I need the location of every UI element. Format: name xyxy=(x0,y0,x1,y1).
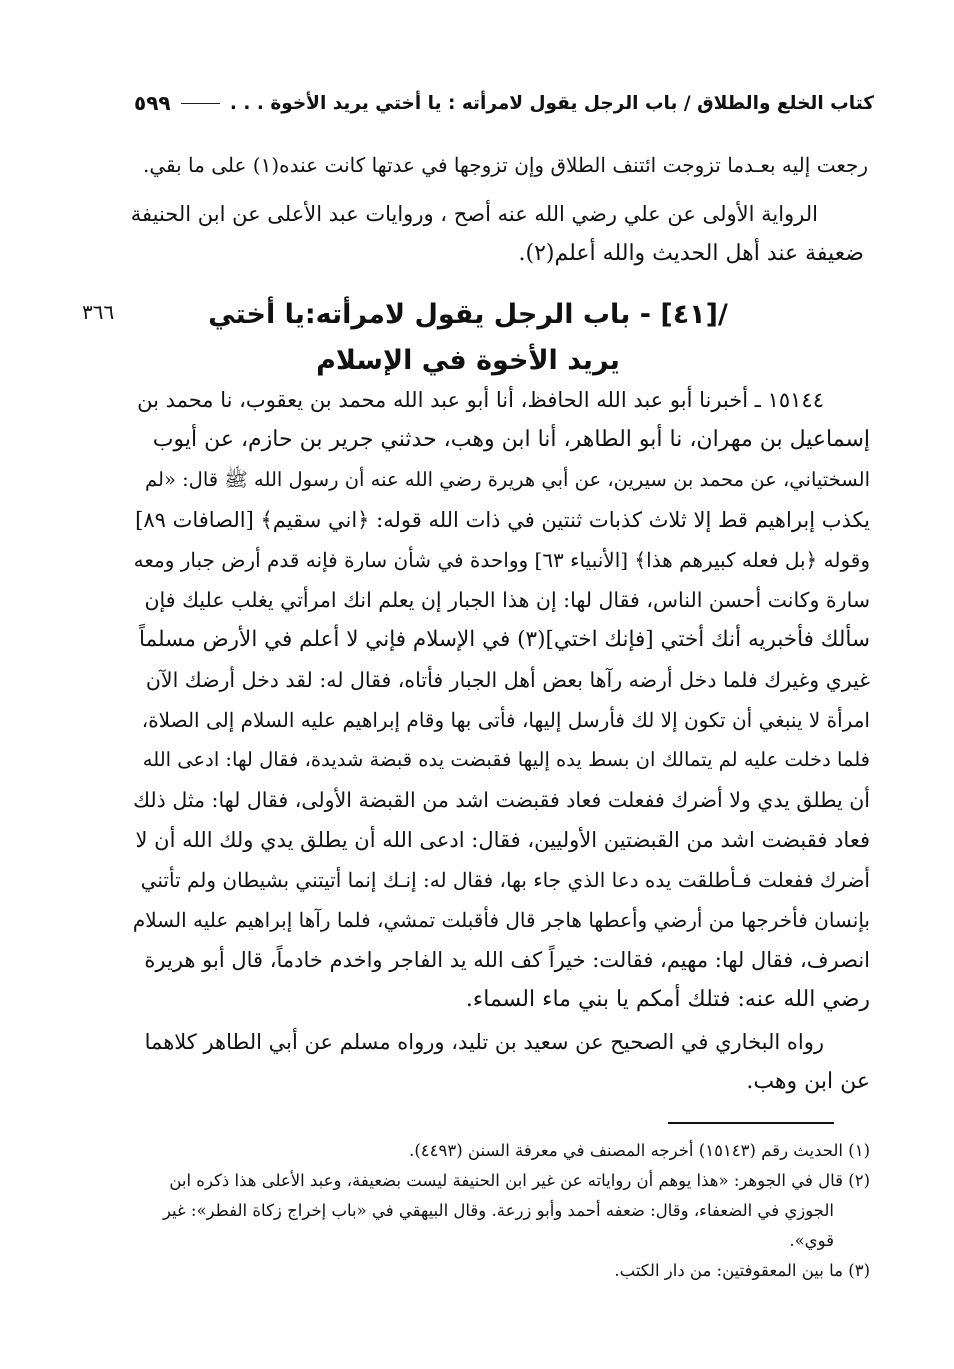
text-line: ١٥١٤٤ ـ أخبرنا أبو عبد الله الحافظ، أنا أبو عبد الله محمد بن يعقوب، نا محمد بن xyxy=(137,388,824,412)
footnote-rule xyxy=(668,1122,834,1124)
text-line: وقوله ﴿بل فعله كبيرهم هذا﴾ [الأنبياء ٦٣] وواحدة في شأن سارة فإنه قدم أرض جبار ومعه xyxy=(133,548,870,572)
text-line: فعاد فقبضت اشد من القبضتين الأوليين، فقال: ادعى الله أن يطلق يدي ولك الله أن لا xyxy=(135,828,870,852)
text-line: رضي الله عنه: فتلك أمكم يا بني ماء السماء. xyxy=(465,987,870,1012)
text-line: امرأة لا ينبغي أن تكون إلا لك فأرسل إليها، فأتى بها وقام إبراهيم عليه السلام إلى الصلاة، xyxy=(141,708,870,732)
text-line: عن ابن وهب. xyxy=(746,1069,870,1094)
text-line: انصرف، فقال لها: مهيم، فقالت: خيراً كف الله يد الفاجر واخدم خادماً، قال أبو هريرة xyxy=(144,948,870,972)
footnotes xyxy=(132,1136,870,1286)
footnote-2: (٢) قال في الجوهر: «هذا يوهم أن رواياته عن غير ابن الحنيفة ليست بضعيفة، وعبد الأعلى هذا ذكره ابن xyxy=(169,1171,870,1190)
text-line: إسماعيل بن مهران، نا أبو الطاهر، أنا ابن وهب، حدثني جرير بن حازم، عن أيوب xyxy=(152,427,870,452)
text-line: فلما دخلت عليه لم يتمالك ان بسط يده إليها فقبضت يده قبضة شديدة، فقال لها: ادعى الله xyxy=(142,748,870,771)
riwaya-paragraph xyxy=(132,1022,870,1102)
chapter-heading-line-2: يريد الأخوة في الإسلام xyxy=(316,345,620,376)
footnote-1: (١) الحديث رقم (١٥١٤٣) أخرجه المصنف في معرفة السنن (٤٤٩٣). xyxy=(409,1141,870,1160)
header-rule xyxy=(181,103,220,104)
text-line: رجعت إليه بعـدما تزوجت ائتنف الطلاق وإن تزوجها في عدتها كانت عنده(١) على ما بقي. xyxy=(142,153,868,177)
text-line: رواه البخاري في الصحيح عن سعيد بن تليد، ورواه مسلم عن أبي الطاهر كلاهما xyxy=(144,1030,824,1054)
page-number: ٥٩٩ xyxy=(134,91,171,115)
footnote-2-end: قوي». xyxy=(789,1231,834,1250)
text-line: سألك فأخبريه أنك أختي [فإنك اختي](٣) في الإسلام فإني لا أعلم في الأرض مسلماً xyxy=(139,627,870,652)
running-header xyxy=(134,86,874,120)
text-line: أضرك ففعلت فـأطلقت يده دعا الذي جاء بها، فقال له: إنـك إنما أتيتني بشيطان ولم تأتني xyxy=(140,868,870,892)
text-line: سارة وكانت أحسن الناس، فقال لها: إن هذا الجبار إن يعلم انك امرأتي يغلب عليك فإن xyxy=(144,588,870,612)
chapter-heading xyxy=(200,292,736,384)
text-line: الرواية الأولى عن علي رضي الله عنه أصح ، وروايات عبد الأعلى عن ابن الحنيفة xyxy=(130,202,818,226)
text-line: غيري وغيرك فلما دخل أرضه رآها بعض أهل الجبار فأتاه، فقال له: لقد دخل أرضك الآن xyxy=(145,668,870,692)
intro-paragraph xyxy=(140,145,868,185)
text-line: أن يطلق يدي ولا أضرك ففعلت فعاد فقبضت اشد من القبضة الأولى، فقال لها: مثل ذلك xyxy=(133,788,870,812)
text-line: السختياني، عن محمد بن سيرين، عن أبي هريرة رضي الله عنه أن رسول الله ﷺ قال: «لم xyxy=(145,468,870,491)
chapter-heading-line-1: /[٤١] - باب الرجل يقول لامرأته:يا أختي xyxy=(208,299,728,330)
text-line: ضعيفة عند أهل الحديث والله أعلم(٢). xyxy=(518,241,864,266)
header-title: كتاب الخلع والطلاق / باب الرجل يقول لامرأته : يا أختي يريد الأخوة . . . xyxy=(229,92,874,114)
text-line: يكذب إبراهيم قط إلا ثلاث كذبات ثنتين في ذات الله قوله: ﴿اني سقيم﴾ [الصافات ٨٩] xyxy=(135,508,870,532)
margin-number: ٣٦٦ xyxy=(82,300,115,324)
hadith-text xyxy=(132,380,870,1020)
footnote-3: (٣) ما بين المعقوفتين: من دار الكتب. xyxy=(614,1261,870,1280)
intro-paragraph-2 xyxy=(132,194,864,274)
text-line: بإنسان فأخرجها من أرضي وأعطها هاجر قال فأقبلت تمشي، فلما رآها إبراهيم عليه السلام xyxy=(132,908,870,932)
footnote-2-continued: الجوزي في الضعفاء، وقال: ضعفه أحمد وأبو زرعة. وقال البيهقي في «باب إخراج زكاة الفطر»: غير xyxy=(162,1201,834,1220)
